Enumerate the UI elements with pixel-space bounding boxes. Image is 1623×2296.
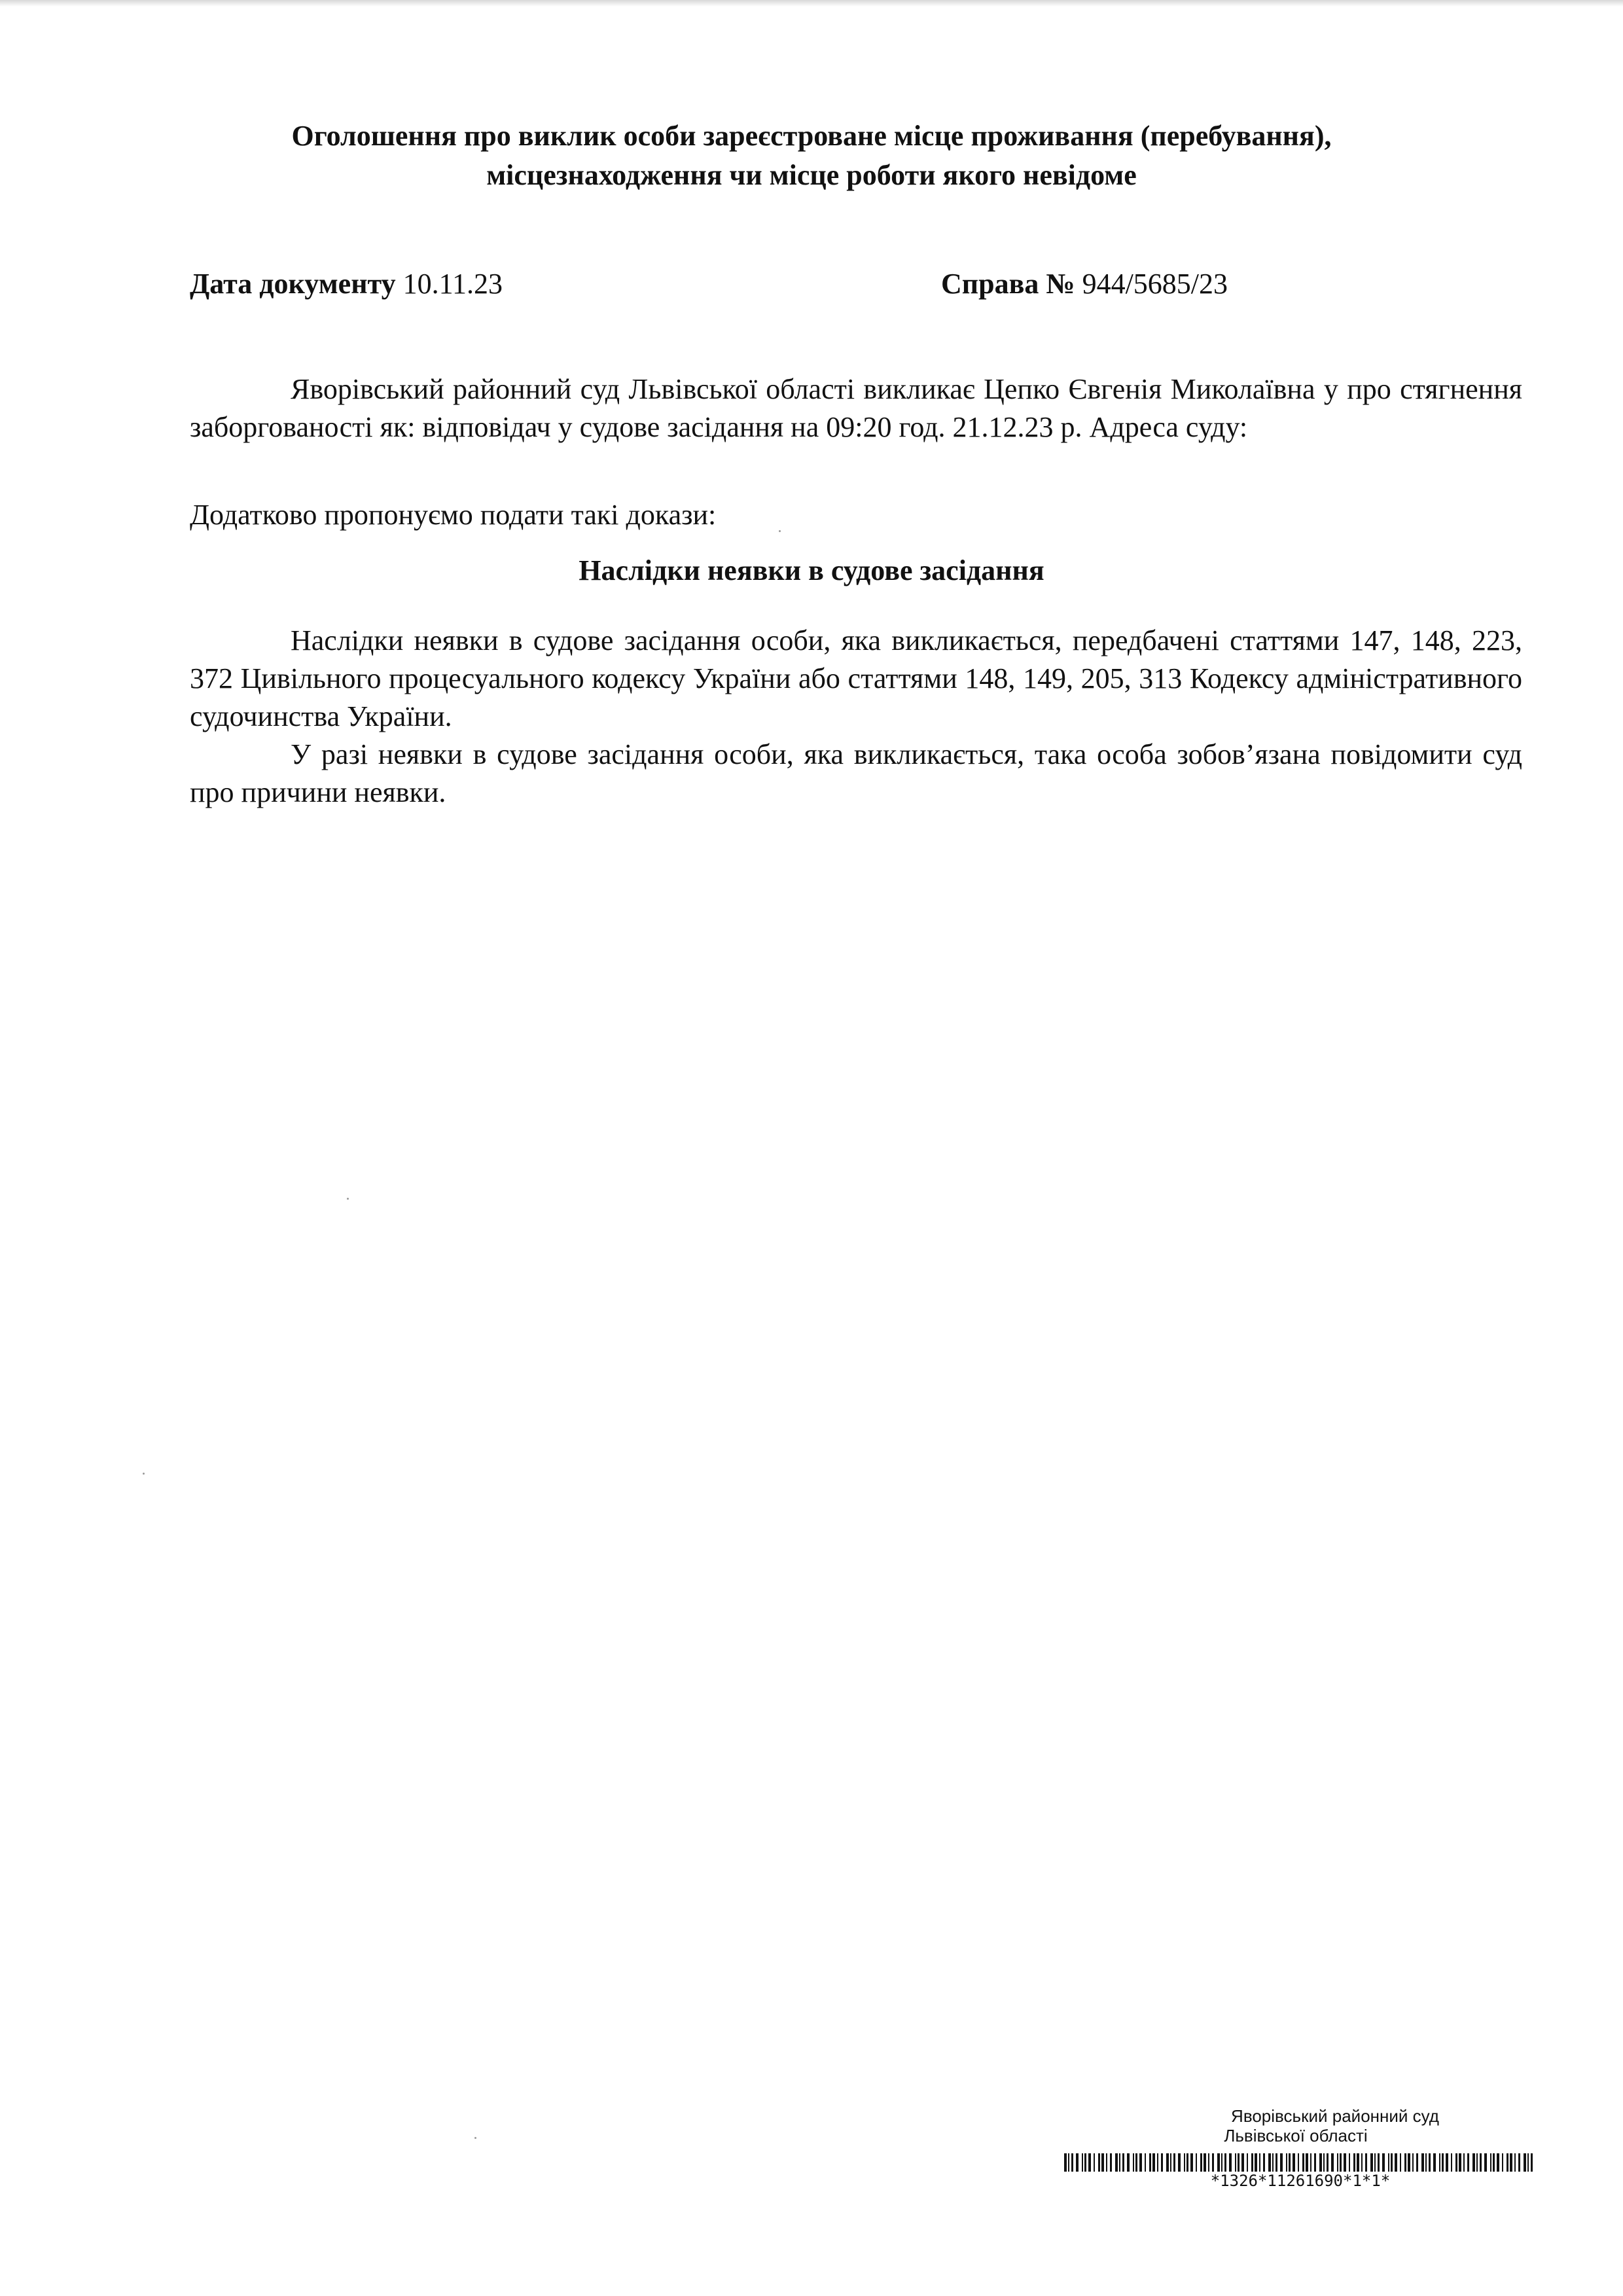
- barcode-bar: [1190, 2153, 1193, 2172]
- barcode-bar: [1395, 2153, 1397, 2172]
- barcode-bar: [1280, 2153, 1283, 2172]
- barcode-bar: [1337, 2153, 1338, 2172]
- section-heading: Наслідки неявки в судове засідання: [579, 554, 1044, 586]
- barcode-bar: [1178, 2153, 1181, 2172]
- barcode-bar: [1238, 2153, 1240, 2172]
- barcode-bar: [1388, 2153, 1389, 2172]
- barcode-bar: [1497, 2153, 1499, 2172]
- barcode-bar: [1106, 2153, 1107, 2172]
- barcode-bar: [1357, 2153, 1359, 2172]
- barcode-bar: [1289, 2153, 1291, 2172]
- barcode-bar: [1378, 2153, 1380, 2172]
- barcode-bar: [1119, 2153, 1120, 2172]
- barcode-bar: [1166, 2153, 1169, 2172]
- barcode-bar: [1344, 2153, 1346, 2172]
- barcode-bar: [1365, 2153, 1367, 2172]
- barcode-bar: [1353, 2153, 1355, 2172]
- barcode-bar: [1259, 2153, 1260, 2172]
- barcode-bar: [1433, 2153, 1436, 2172]
- barcode-bar: [1133, 2153, 1134, 2172]
- barcode-bar: [1212, 2153, 1214, 2172]
- barcode-bar: [1510, 2153, 1512, 2172]
- barcode-bar: [1135, 2153, 1137, 2172]
- barcode-bar: [1361, 2153, 1363, 2172]
- barcode-bar: [1490, 2153, 1491, 2172]
- barcode-bar: [1094, 2153, 1095, 2172]
- barcode-bar: [1463, 2153, 1465, 2172]
- barcode-bar: [1446, 2153, 1448, 2172]
- title-line-2: місцезнаходження чи місце роботи якого невідоме: [486, 159, 1137, 191]
- barcode-bar: [1298, 2153, 1299, 2172]
- scan-edge: [0, 0, 1623, 7]
- barcode-bar: [1524, 2153, 1526, 2172]
- stamp-region: Львівської області: [1224, 2126, 1368, 2145]
- barcode-bar: [1082, 2153, 1083, 2172]
- barcode-bar: [1412, 2153, 1414, 2172]
- barcode-bar: [1071, 2153, 1073, 2172]
- barcode-bar: [1275, 2153, 1277, 2172]
- barcode-bar: [1382, 2153, 1385, 2172]
- barcode-bar: [1221, 2153, 1222, 2172]
- barcode-bar: [1149, 2153, 1151, 2172]
- barcode-bar: [1472, 2153, 1475, 2172]
- barcode-bar: [1224, 2153, 1226, 2172]
- barcode-bar: [1476, 2153, 1478, 2172]
- case-label: Справа №: [941, 268, 1075, 300]
- barcode-bar: [1518, 2153, 1520, 2172]
- barcode-bar: [1263, 2153, 1265, 2172]
- barcode-bar: [1235, 2153, 1236, 2172]
- barcode-bar: [1493, 2153, 1495, 2172]
- barcode-bar: [1186, 2153, 1188, 2172]
- barcode-bar: [1442, 2153, 1444, 2172]
- title-line-1: Оголошення про виклик особи зареєстроване місце проживання (перебування),: [291, 120, 1332, 152]
- consequences-paragraph-1: Наслідки неявки в судове засідання особи, яка викликається, передбачені статтями 147, 148, 223, 372 Цивільного процесуального кодексу України або статтями 148, 149, 205, 313 Кодексу адміністративного судочинства України.: [190, 624, 1522, 732]
- scan-speck: [143, 1473, 145, 1475]
- barcode-bar: [1122, 2153, 1124, 2172]
- barcode-bar: [1455, 2153, 1457, 2172]
- case-value: 944/5685/23: [1082, 268, 1228, 300]
- barcode-bar: [1208, 2153, 1209, 2172]
- barcode-bar: [1484, 2153, 1487, 2172]
- date-label: Дата документу: [190, 268, 396, 300]
- barcode-bar: [1293, 2153, 1295, 2172]
- scan-speck: [474, 2137, 476, 2139]
- barcode-bar: [1310, 2153, 1311, 2172]
- barcode-bar: [1331, 2153, 1334, 2172]
- barcode-bar: [1170, 2153, 1171, 2172]
- evidence-paragraph: [190, 496, 1522, 534]
- barcode-bar: [1370, 2153, 1373, 2172]
- barcode-bar: [1507, 2153, 1508, 2172]
- barcode-text: *1326*11261690*1*1*: [1210, 2172, 1391, 2190]
- case-number: [941, 267, 1228, 300]
- barcode-bar: [1467, 2153, 1469, 2172]
- barcode-bar: [1268, 2153, 1271, 2172]
- barcode-bar: [1127, 2153, 1130, 2172]
- barcode-bar: [1200, 2153, 1202, 2172]
- barcode-bar: [1145, 2153, 1146, 2172]
- barcode-bar: [1204, 2153, 1206, 2172]
- barcode-bar: [1421, 2153, 1424, 2172]
- consequences-section: [190, 622, 1522, 812]
- barcode-bar: [1502, 2153, 1503, 2172]
- barcode-bar: [1527, 2153, 1529, 2172]
- stamp-court: Яворівський районний суд: [1231, 2106, 1439, 2126]
- barcode-bar: [1327, 2153, 1329, 2172]
- barcode-bar: [1076, 2153, 1079, 2172]
- barcode-bar: [1451, 2153, 1452, 2172]
- barcode-bar: [1247, 2153, 1248, 2172]
- barcode-bar: [1323, 2153, 1325, 2172]
- barcode-bar: [1408, 2153, 1410, 2172]
- barcode-bar: [1110, 2153, 1112, 2172]
- barcode-bar: [1157, 2153, 1158, 2172]
- barcode-bar: [1217, 2153, 1220, 2172]
- barcode-bar: [1084, 2153, 1086, 2172]
- barcode-bar: [1152, 2153, 1155, 2172]
- barcode-bar: [1139, 2153, 1142, 2172]
- barcode-bar: [1429, 2153, 1431, 2172]
- barcode-bar: [1374, 2153, 1376, 2172]
- barcode-bar: [1161, 2153, 1163, 2172]
- barcode-bar: [1319, 2153, 1322, 2172]
- barcode-bar: [1302, 2153, 1304, 2172]
- barcode-bar: [1400, 2153, 1401, 2172]
- barcode-bar: [1068, 2153, 1069, 2172]
- barcode-bar: [1229, 2153, 1232, 2172]
- barcode-bar: [1115, 2153, 1118, 2172]
- barcode-bar: [1531, 2153, 1533, 2172]
- barcode-bar: [1251, 2153, 1253, 2172]
- barcode-bar: [1306, 2153, 1308, 2172]
- barcode-bar: [1272, 2153, 1274, 2172]
- barcode-bar: [1391, 2153, 1393, 2172]
- barcode-bar: [1088, 2153, 1091, 2172]
- court-stamp: [1060, 2106, 1531, 2145]
- summons-text: Яворівський районний суд Львівської області викликає Цепко Євгенія Миколаївна у про стягнення заборгованості як: відповідач у судове засідання на 09:20 год. 21.12.23 р. Адреса суду:: [190, 373, 1522, 443]
- barcode-bar: [1349, 2153, 1350, 2172]
- barcode-bar: [1196, 2153, 1197, 2172]
- barcode-bar: [1098, 2153, 1100, 2172]
- barcode-bar: [1064, 2153, 1067, 2172]
- date-value: 10.11.23: [402, 268, 503, 300]
- document-title: [196, 117, 1427, 195]
- barcode-bar: [1480, 2153, 1482, 2172]
- barcode-bar: [1173, 2153, 1175, 2172]
- barcode-bar: [1241, 2153, 1244, 2172]
- barcode-bar: [1340, 2153, 1342, 2172]
- scan-speck: [347, 1198, 349, 1200]
- barcode-bar: [1255, 2153, 1257, 2172]
- summons-paragraph: [190, 370, 1522, 446]
- barcode-bar: [1459, 2153, 1461, 2172]
- barcode-bar: [1514, 2153, 1516, 2172]
- evidence-text: Додатково пропонуємо подати такі докази:: [190, 499, 717, 531]
- barcode-bar: [1404, 2153, 1406, 2172]
- barcode-bar: [1425, 2153, 1427, 2172]
- barcode-bar: [1439, 2153, 1440, 2172]
- barcode-bar: [1416, 2153, 1418, 2172]
- barcode-bar: [1101, 2153, 1104, 2172]
- document-date: [190, 267, 503, 300]
- barcode: [1064, 2153, 1537, 2172]
- barcode-bar: [1286, 2153, 1287, 2172]
- barcode-bar: [1314, 2153, 1316, 2172]
- consequences-paragraph-2: У разі неявки в судове засідання особи, яка викликається, така особа зобов’язана повідомити суд про причини неявки.: [190, 738, 1522, 808]
- barcode-bar: [1184, 2153, 1185, 2172]
- scan-speck: [779, 530, 781, 532]
